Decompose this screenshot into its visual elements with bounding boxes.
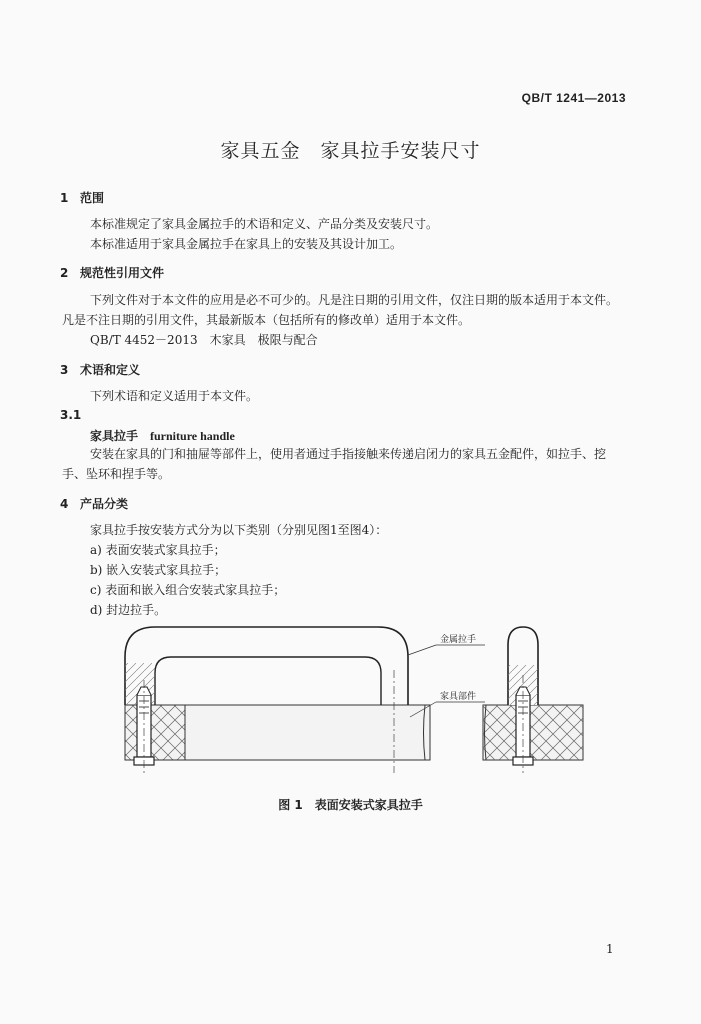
- page-number: 1: [606, 942, 614, 956]
- section-1-heading: [60, 189, 104, 206]
- label-furniture-part: 家具部件: [440, 692, 477, 702]
- section-4-heading: [60, 495, 128, 512]
- subsection-number: 3.1: [60, 408, 82, 422]
- term-chinese: 家具拉手: [90, 429, 139, 443]
- section-3-heading: [60, 361, 140, 378]
- label-metal-handle: 金属拉手: [440, 635, 477, 645]
- figure-1-drawing: [0, 615, 701, 785]
- list-item: b) 嵌入安装式家具拉手；: [90, 563, 227, 577]
- section-1-paragraph-2: 本标准适用于家具金属拉手在家具上的安装及其设计加工。: [90, 237, 403, 251]
- board-section-hatch: [125, 705, 185, 760]
- list-item: a) 表面安装式家具拉手；: [90, 543, 226, 557]
- section-2-paragraph-line-1: 下列文件对于本文件的应用是必不可少的。凡是注日期的引用文件，仅注日期的版本适用于本文件。: [90, 293, 619, 307]
- section-4-paragraph: 家具拉手按安装方式分为以下类别（分别见图1至图4）：: [90, 523, 388, 537]
- section-3-paragraph: 下列术语和定义适用于本文件。: [90, 389, 259, 403]
- figure-1-caption: 图 1 表面安装式家具拉手: [278, 798, 423, 812]
- section-title: 产品分类: [80, 497, 129, 511]
- handle-outer-outline: [125, 627, 408, 705]
- section-2-paragraph-line-2: 凡是不注日期的引用文件，其最新版本（包括所有的修改单）适用于本文件。: [62, 313, 471, 327]
- leader-line: [408, 645, 436, 655]
- list-item: d) 封边拉手。: [90, 603, 167, 617]
- section-2-heading: [60, 264, 164, 281]
- section-title: 术语和定义: [80, 363, 141, 377]
- term-definition-line-2: 手、坠环和捏手等。: [62, 467, 171, 481]
- handle-inner-outline: [155, 657, 381, 705]
- section-number: 4: [60, 497, 69, 511]
- normative-reference: QB/T 4452－2013 木家具 极限与配合: [90, 333, 318, 347]
- section-number: 1: [60, 191, 69, 205]
- section-number: 3: [60, 363, 69, 377]
- section-number: 2: [60, 266, 69, 280]
- term-english: furniture handle: [150, 429, 235, 443]
- document-title: 家具五金 家具拉手安装尺寸: [220, 140, 481, 162]
- section-title: 范围: [80, 191, 105, 205]
- section-title: 规范性引用文件: [80, 266, 165, 280]
- standard-number: QB/T 1241—2013: [521, 91, 626, 105]
- section-1-paragraph-1: 本标准规定了家具金属拉手的术语和定义、产品分类及安装尺寸。: [90, 217, 439, 231]
- list-item: c) 表面和嵌入组合安装式家具拉手；: [90, 583, 286, 597]
- term-definition-line-1: 安装在家具的门和抽屉等部件上，使用者通过手指接触来传递启闭力的家具五金配件，如拉手、挖: [90, 447, 607, 461]
- term-heading: [90, 427, 235, 444]
